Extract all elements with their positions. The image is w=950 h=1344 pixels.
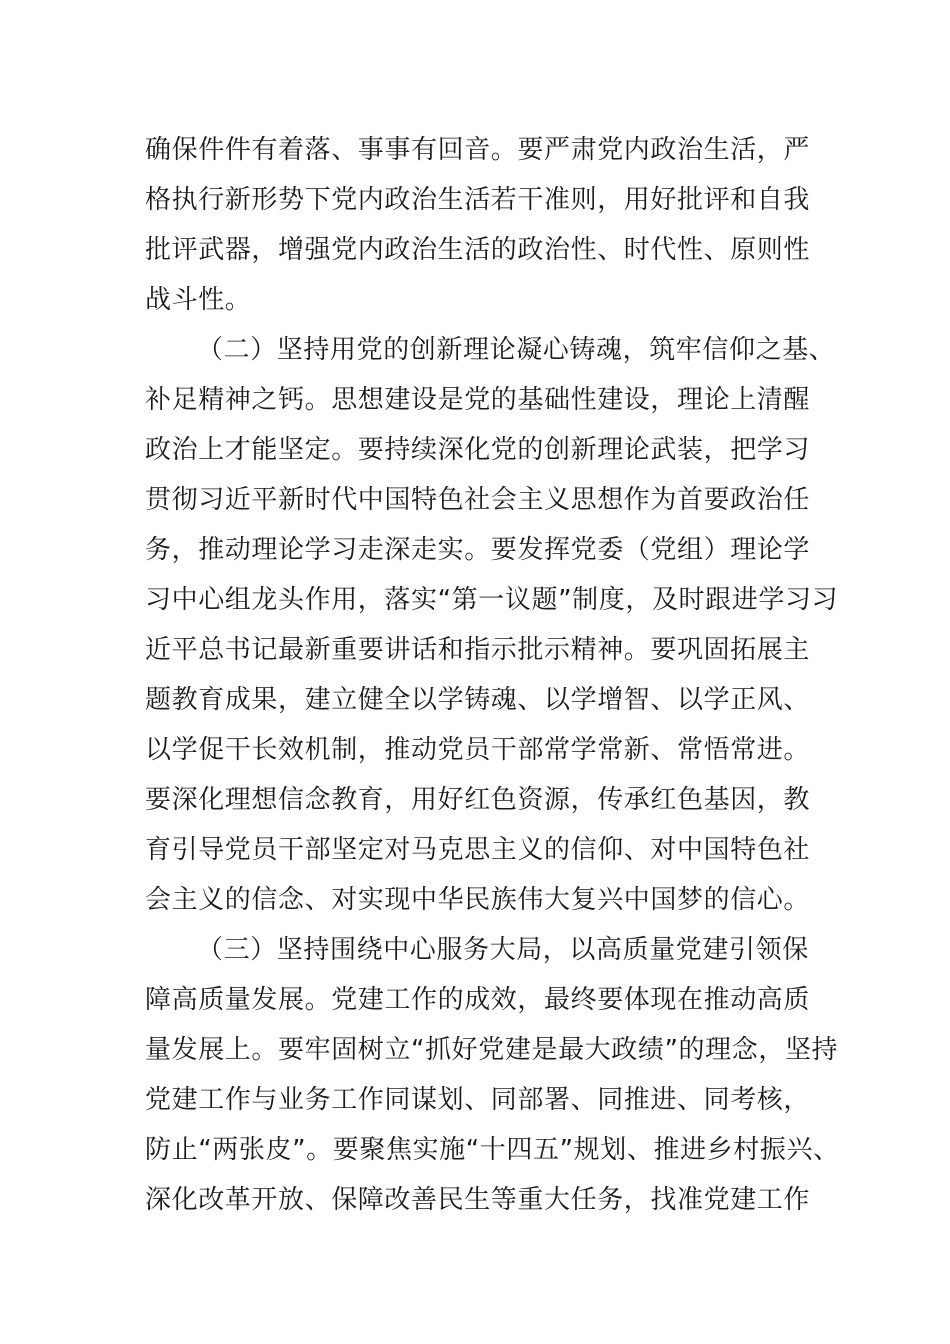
text-line: 障高质量发展。党建工作的成效，最终要体现在推动高质 — [145, 985, 811, 1015]
text-line: 近平总书记最新重要讲话和指示批示精神。要巩固拓展主 — [145, 635, 811, 665]
text-line: 确保件件有着落、事事有回音。要严肃党内政治生活，严 — [145, 135, 811, 165]
text-line: 题教育成果，建立健全以学铸魂、以学增智、以学正风、 — [145, 685, 811, 715]
text-line: 以学促干长效机制，推动党员干部常学常新、常悟常进。 — [145, 735, 811, 765]
text-line: 党建工作与业务工作同谋划、同部署、同推进、同考核， — [145, 1085, 811, 1115]
text-line: 量发展上。要牢固树立“抓好党建是最大政绩”的理念，坚持 — [145, 1035, 839, 1065]
text-line: 补足精神之钙。思想建设是党的基础性建设，理论上清醒 — [145, 385, 811, 415]
text-line: 格执行新形势下党内政治生活若干准则，用好批评和自我 — [145, 185, 811, 215]
text-line: 防止“两张皮”。要聚焦实施“十四五”规划、推进乡村振兴、 — [145, 1135, 840, 1165]
section-heading-2: （二）坚持用党的创新理论凝心铸魂，筑牢信仰之基、 — [197, 335, 836, 365]
text-line: 批评武器，增强党内政治生活的政治性、时代性、原则性 — [145, 235, 811, 265]
text-line: 要深化理想信念教育，用好红色资源，传承红色基因，教 — [145, 785, 811, 815]
text-line: 育引导党员干部坚定对马克思主义的信仰、对中国特色社 — [145, 835, 811, 865]
text-line: 习中心组龙头作用，落实“第一议题”制度，及时跟进学习习 — [145, 585, 839, 615]
text-line: 战斗性。 — [145, 285, 252, 315]
text-line: 贯彻习近平新时代中国特色社会主义思想作为首要政治任 — [145, 485, 811, 515]
section-heading-3: （三）坚持围绕中心服务大局，以高质量党建引领保 — [197, 935, 809, 965]
text-line: 政治上才能坚定。要持续深化党的创新理论武装，把学习 — [145, 435, 811, 465]
text-line: 深化改革开放、保障改善民生等重大任务，找准党建工作 — [145, 1185, 811, 1215]
text-line: 会主义的信念、对实现中华民族伟大复兴中国梦的信心。 — [145, 885, 811, 915]
text-line: 务，推动理论学习走深走实。要发挥党委（党组）理论学 — [145, 535, 811, 565]
